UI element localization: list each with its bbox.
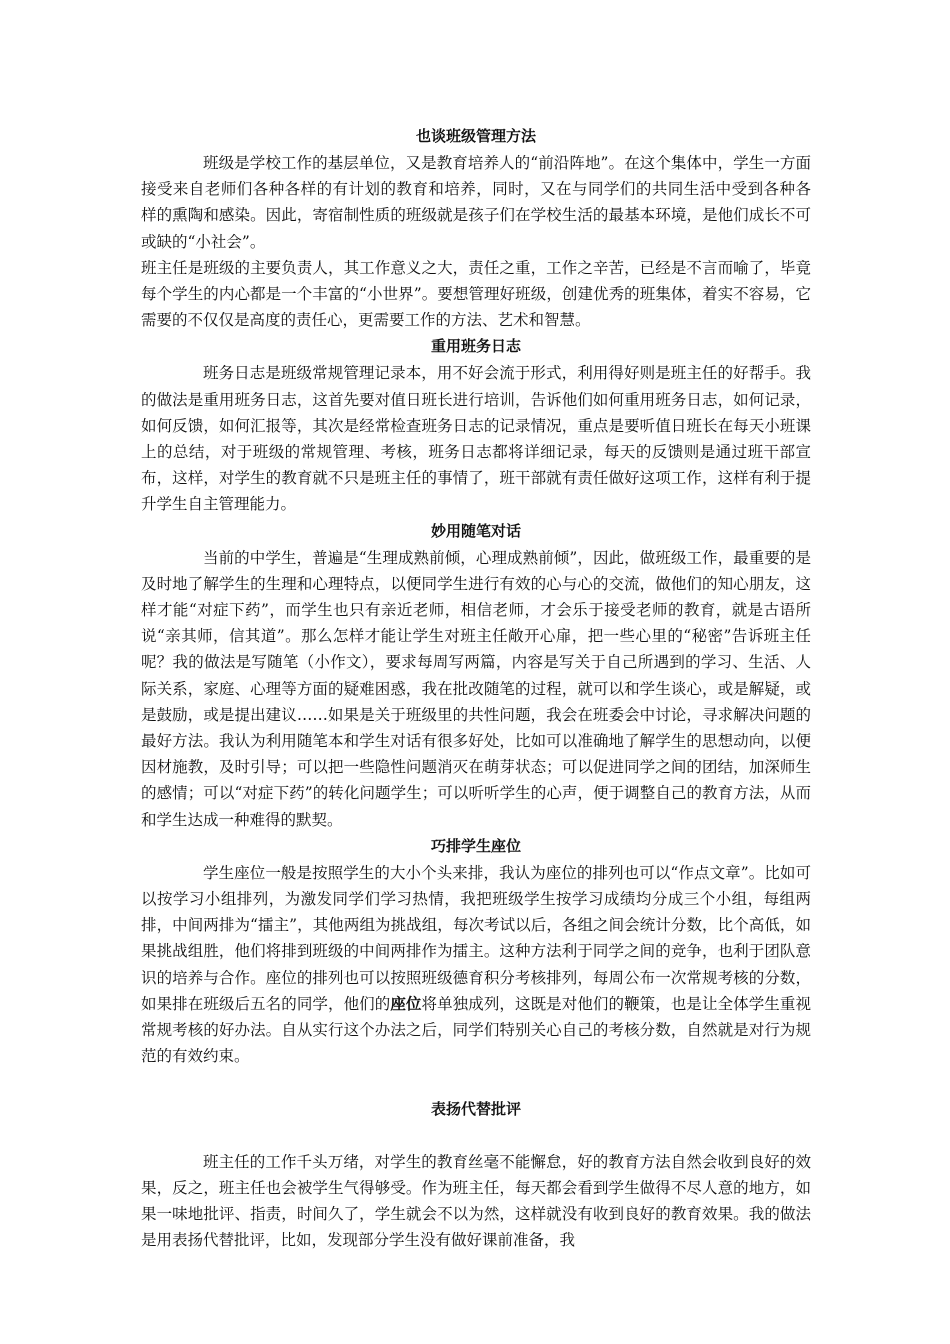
- section-heading-essay-dialogue: 妙用随笔对话: [430, 521, 521, 540]
- article-title: 也谈班级管理方法: [415, 127, 536, 145]
- seating-text-part-1: 学生座位一般是按照学生的大小个头来排，我认为座位的排列也可以“作点文章”。比如可以按学习小组排列，为激发同学们学习热情，我把班级学生按学习成绩均分成三个小组，每组两排，中间两排为“擂主”，其他两组为挑战组，每次考试以后，各组之间会统计分数，比个高低，如果挑战组胜，他们将排到班级的中间两排作为擂主。这种方法利于同学之间的竞争，也利于团队意识的培养与合作。座位的排列也可以按照班级德育积分考核排列，每周公布一次常规考核的分数，如果排在班级后五名的同学，他们的: [141, 863, 811, 1013]
- section-text-seating: [141, 860, 811, 1070]
- seating-bold-word: 座位: [390, 993, 422, 1013]
- article-body: [141, 123, 811, 1253]
- intro-paragraph-1: 班级是学校工作的基层单位，又是教育培养人的“前沿阵地”。在这个集体中，学生一方面接受来自老师们各种各样的有计划的教育和培养，同时，又在与同学们的共同生活中受到各种各 样的熏陶和感染。因此，寄宿制性质的班级就是孩子们在学校生活的最基本环境，是他们成长不可或缺的“小社会”。: [141, 154, 811, 251]
- spacer: [141, 1123, 811, 1149]
- intro-paragraph-2: 班主任是班级的主要负责人，其工作意义之大，责任之重，工作之辛苦，已经是不言而喻了，毕竟每个学生的内心都是一个丰富的“小世界”。要想管理好班级，创建优秀的班集体，着实不容易，它需要的不仅仅是高度的责任心，更需要工作的方法、艺术和智慧。: [141, 258, 811, 330]
- spacer: [141, 1070, 811, 1096]
- section-heading-praise: 表扬代替批评: [430, 1099, 521, 1118]
- section-text-praise: 班主任的工作千头万绪，对学生的教育丝毫不能懈怠，好的教育方法自然会收到良好的效果，反之，班主任也会被学生气得够受。作为班主任，每天都会看到学生做得不尽人意的地方，如果一味地批评、指责，时间久了，学生就会不以为然，这样就没有收到良好的教育效果。我的做法是用表扬代替批评，比如，发现部分学生没有做好课前准备，我: [141, 1152, 811, 1250]
- seating-text-part-2: 将单独成列，这既是对他们的鞭策，也是让全体学生重视常规考核的好办法。自从实行这个办法之后，同学们特别关心自己的考核分数，自然就是对行为规范的有效约束。: [141, 994, 811, 1066]
- section-text-essay-dialogue: 当前的中学生，普遍是“生理成熟前倾，心理成熟前倾”，因此，做班级工作，最重要的是及时地了解学生的生理和心理特点，以便同学生进行有效的心与心的交流，做他们的知心朋友，这样才能“对症下药”，而学生也只有亲近老师，相信老师，才会乐于接受老师的教育，就是古语所说“亲其师，信其道”。那么怎样才能让学生对班主任敞开心扉，把一些心里的“秘密”告诉班主任呢？我的做法是写随笔（小作文），要求每周写两篇，内容是写关于自己所遇到的学习、生活、人际关系，家庭、心理等方面的疑难困惑，我在批改随笔的过程，就可以和学生谈心，或是解疑，或是鼓励，或是提出建议……如果是关于班级里的共性问题，我会在班委会中讨论，寻求解决问题的最好方法。我认为利用随笔本和学生对话有很多好处，比如可以准确地了解学生的思想动向，以便因材施教，及时引导；可以把一些隐性问题消灭在萌芽状态；可以促进同学之间的团结，加深师生的感情；可以“对症下药”的转化问题学生；可以听听学生的心声，便于调整自己的教育方法，从而和学生达成一种难得的默契。: [141, 548, 811, 829]
- section-heading-class-log: 重用班务日志: [430, 337, 521, 356]
- section-heading-seating: 巧排学生座位: [430, 836, 521, 855]
- section-text-class-log: 班务日志是班级常规管理记录本，用不好会流于形式，利用得好则是班主任的好帮手。我的做法是重用班务日志，这首先要对值日班长进行培训，告诉他们如何重用班务日志，如何记录，如何反馈，如何汇报等，其次是经常检查班务日志的记录情况，重点是要听值日班长在每天小班课上的总结，对于班级的常规管理、考核，班务日志都将详细记录，每天的反馈则是通过班干部宣布，这样，对学生的教育就不只是班主任的事情了，班干部就有责任做好这项工作，这样有利于提升学生自主管理能力。: [141, 364, 811, 514]
